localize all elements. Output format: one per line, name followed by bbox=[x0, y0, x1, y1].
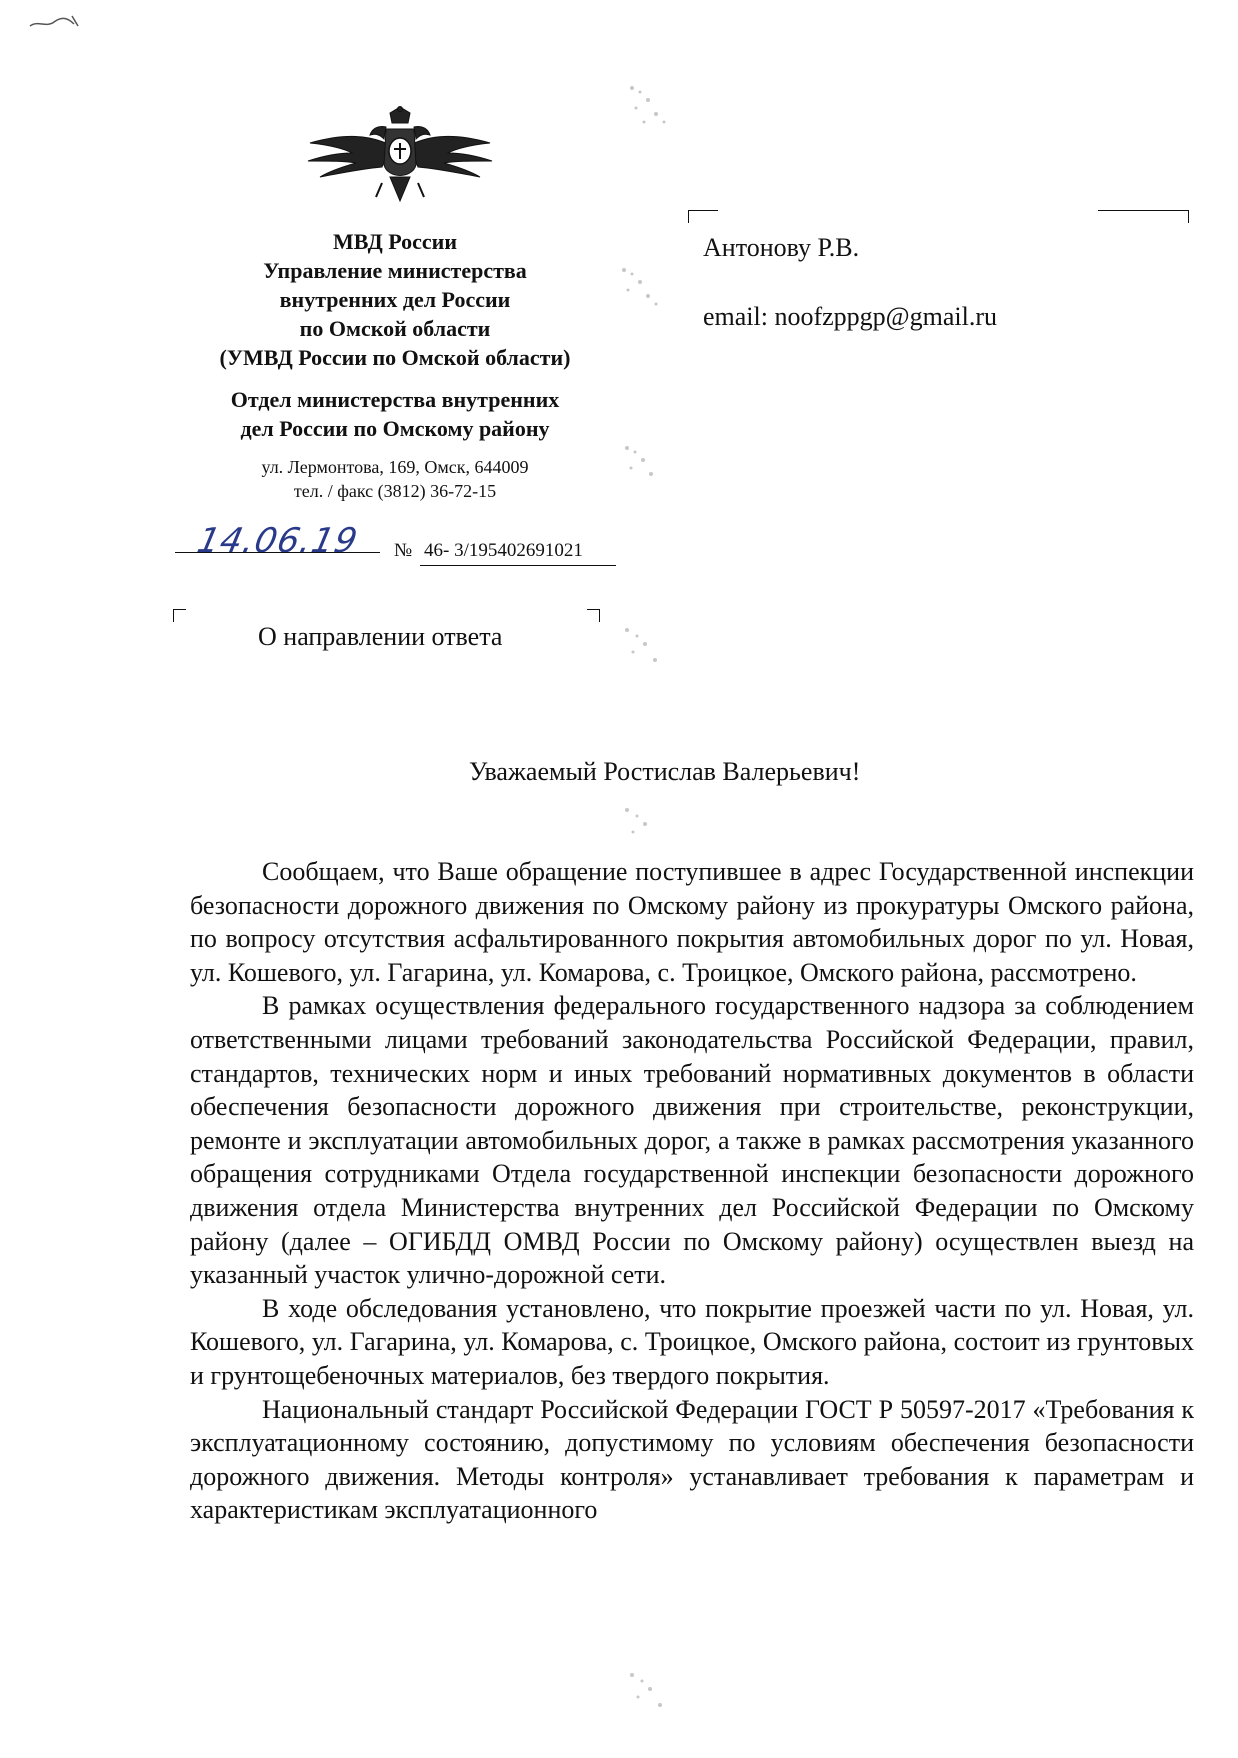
faint-stamp-mark-icon bbox=[615, 620, 685, 680]
contacts-block bbox=[150, 455, 640, 503]
department-name-block bbox=[150, 385, 640, 443]
number-underline bbox=[420, 565, 616, 566]
recipient-bracket-line bbox=[688, 210, 718, 211]
body-paragraph: В ходе обследования установлено, что покрытие проезжей части по ул. Новая, ул. Кошевого, ул. Гагарина, ул. Комарова, с. Троицкое, Омского района, состоит из грунтовых и грунтощебеночных материалов, без твердого покрытия. bbox=[190, 1293, 1194, 1390]
department-line: дел России по Омскому району bbox=[240, 416, 550, 441]
address: ул. Лермонтова, 169, Омск, 644009 bbox=[261, 457, 529, 477]
subject-corner-left-icon bbox=[173, 609, 186, 622]
recipient-email: email: noofzppgp@gmail.ru bbox=[703, 302, 997, 331]
body-paragraph: Национальный стандарт Российской Федерации ГОСТ Р 50597-2017 «Требования к эксплуатационному состоянию, допустимому по условиям обеспечения безопасности дорожного движения. Методы контроля» устанавливает требования к параметрам и характеристикам эксплуатационного bbox=[190, 1394, 1194, 1525]
date-underline bbox=[175, 552, 380, 553]
greeting: Уважаемый Ростислав Валерьевич! bbox=[469, 757, 861, 786]
faint-stamp-mark-icon bbox=[620, 1665, 690, 1725]
faint-stamp-mark-icon bbox=[612, 260, 682, 320]
number-sign: № bbox=[394, 540, 413, 561]
letter-body bbox=[190, 855, 1194, 1527]
subject-corner-right-icon bbox=[587, 609, 600, 622]
handwritten-date: 14.06.19 bbox=[193, 521, 362, 561]
agency-line: Управление министерства bbox=[263, 258, 527, 283]
recipient-corner-left-icon bbox=[688, 210, 701, 223]
agency-line: МВД России bbox=[332, 229, 457, 254]
double-headed-eagle-emblem-icon bbox=[290, 105, 510, 217]
body-paragraph: В рамках осуществления федерального государственного надзора за соблюдением ответственными лицами требований законодательства Российской Федерации, правил, стандартов, технических норм и иных требований нормативных документов в области обеспечения безопасности дорожного движения при строительстве, реконструкции, ремонте и эксплуатации автомобильных дорог, а также в рамках рассмотрения указанного обращения сотрудниками Отдела государственной инспекции безопасности дорожного движения отдела Министерства внутренних дел Российской Федерации по Омскому району (далее – ОГИБДД ОМВД России по Омскому району) осуществлен выезд на указанный участок улично-дорожной сети. bbox=[190, 991, 1194, 1290]
faint-stamp-mark-icon bbox=[620, 78, 690, 138]
agency-name-block bbox=[150, 227, 640, 372]
agency-line: по Омской области bbox=[299, 316, 491, 341]
recipient-name: Антонову Р.В. bbox=[703, 233, 860, 262]
recipient-bracket-line bbox=[1098, 210, 1188, 211]
margin-scribble bbox=[28, 12, 88, 32]
registration-number: 46- 3/195402691021 bbox=[424, 540, 583, 561]
letter-subject: О направлении ответа bbox=[258, 622, 503, 651]
agency-line: (УМВД России по Омской области) bbox=[219, 345, 571, 370]
faint-stamp-mark-icon bbox=[615, 800, 685, 860]
agency-line: внутренних дел России bbox=[279, 287, 511, 312]
recipient-corner-right-icon bbox=[1176, 210, 1189, 223]
body-paragraph: Сообщаем, что Ваше обращение поступившее в адрес Государственной инспекции безопасности дорожного движения по Омскому району из прокуратуры Омского района, по вопросу отсутствия асфальтированного покрытия автомобильных дорог по ул. Новая, ул. Кошевого, ул. Гагарина, ул. Комарова, с. Троицкое, Омского района, рассмотрено. bbox=[190, 857, 1194, 987]
faint-stamp-mark-icon bbox=[615, 438, 685, 498]
department-line: Отдел министерства внутренних bbox=[230, 387, 560, 412]
phone-fax: тел. / факс (3812) 36-72-15 bbox=[293, 481, 497, 501]
